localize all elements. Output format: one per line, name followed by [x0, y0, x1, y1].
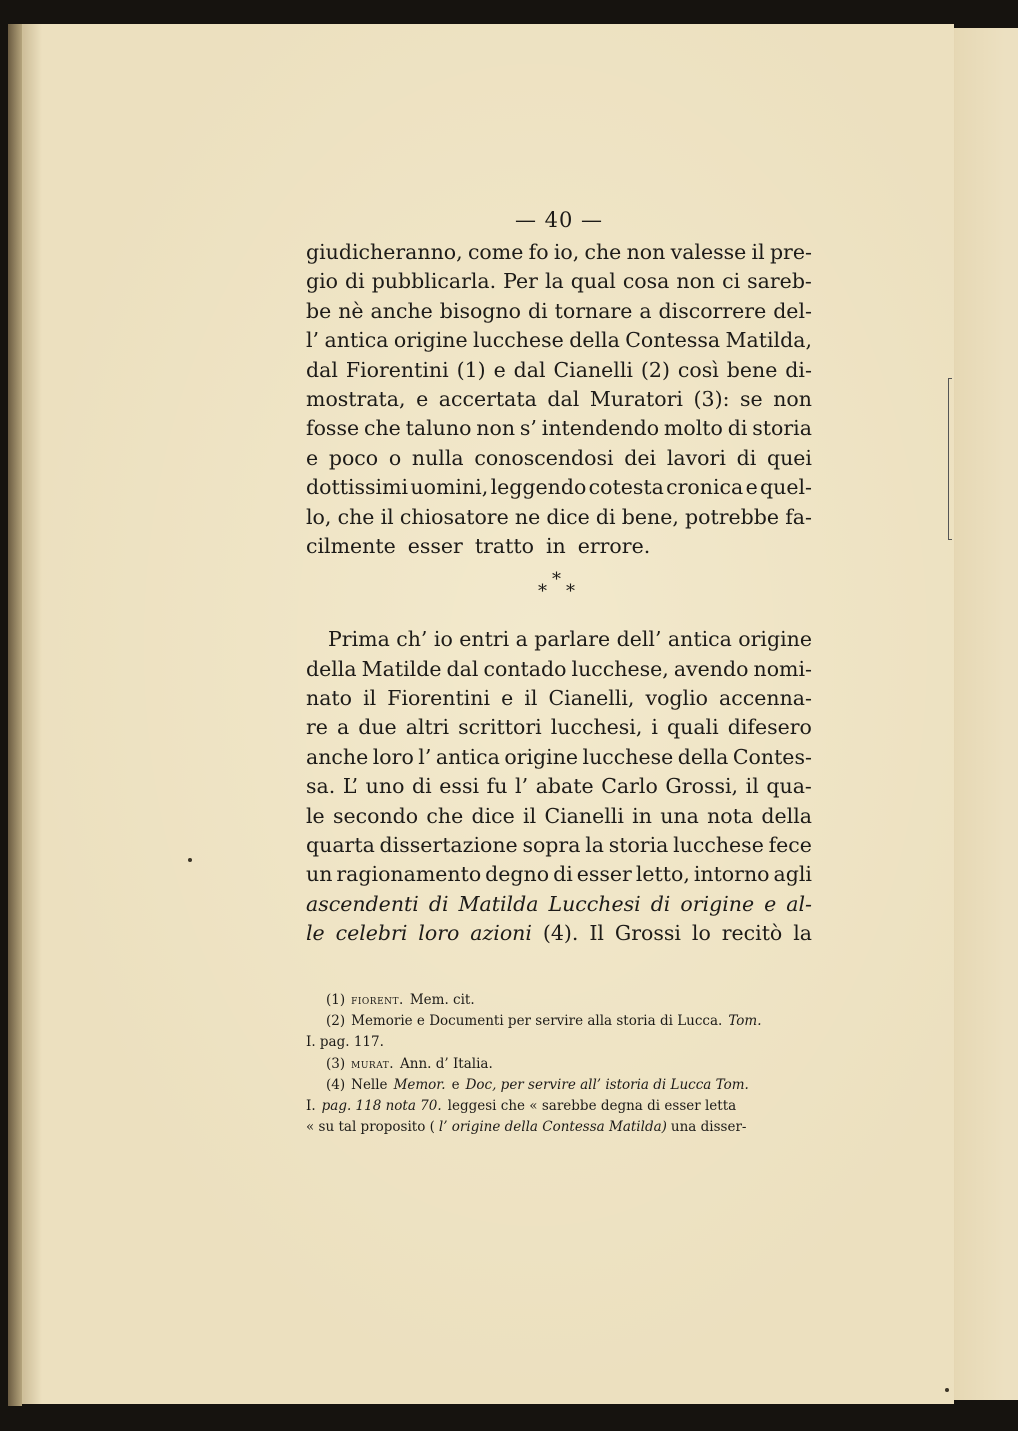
word: abate	[535, 774, 594, 799]
text-line	[306, 772, 812, 801]
word: accertata	[438, 386, 537, 411]
word: dissertazione	[379, 833, 518, 858]
word: altri	[405, 715, 450, 740]
text-line	[306, 473, 812, 502]
word: origine	[738, 627, 812, 652]
word: storia	[752, 416, 812, 441]
adjacent-page-edge	[944, 28, 1018, 1400]
word: della	[306, 656, 357, 681]
footnotes	[306, 990, 812, 1138]
word: il	[745, 774, 759, 799]
word: dal	[547, 386, 580, 411]
word: Carlo	[601, 774, 658, 799]
word: nè	[338, 298, 364, 323]
word: il	[363, 686, 377, 711]
word: voglio	[645, 686, 708, 711]
page-number: — 40 —	[514, 208, 604, 232]
footnote-text: Memor.	[393, 1076, 446, 1093]
word: o	[388, 445, 402, 470]
word: degno	[485, 862, 550, 887]
word: che	[426, 803, 464, 828]
word: azioni	[470, 921, 532, 946]
word: accenna-	[719, 686, 812, 711]
word: Fiorentini	[345, 357, 449, 382]
text-line	[306, 326, 812, 355]
main-text	[306, 208, 812, 949]
word: Contessa	[625, 328, 721, 353]
word: valesse	[670, 240, 747, 264]
word: esser	[407, 533, 463, 558]
word: nomi-	[753, 656, 812, 681]
word: dal	[446, 656, 479, 681]
word: L’	[342, 774, 359, 799]
footnote-text: leggesi che « sarebbe degna di esser letta	[447, 1097, 737, 1114]
footnote-1	[306, 990, 812, 1011]
word: le	[306, 803, 325, 828]
text-line	[306, 238, 812, 267]
word: origine	[680, 891, 755, 916]
word: cronica	[666, 475, 744, 500]
word: uno	[365, 774, 405, 799]
asterism	[306, 567, 812, 621]
footnote-number: (1)	[326, 992, 346, 1008]
footnote-text: Tom.	[728, 1013, 762, 1030]
text-line	[306, 444, 812, 473]
word: quali	[667, 715, 719, 740]
word: letto,	[635, 862, 690, 887]
word: cotesta	[588, 475, 664, 500]
word: che	[337, 504, 375, 529]
word: sa.	[306, 774, 336, 799]
word: e	[764, 891, 777, 916]
word: non	[676, 269, 716, 294]
footnote-text: una disser-	[670, 1119, 747, 1136]
word: Matilda,	[725, 328, 812, 353]
word: fo	[528, 240, 549, 264]
word: Grossi,	[665, 774, 739, 799]
word: potrebbe	[685, 504, 780, 529]
word: nato	[306, 686, 353, 711]
word: (2)	[640, 357, 670, 382]
word: di-	[785, 357, 812, 382]
word: entri	[459, 627, 510, 652]
word: in	[545, 533, 566, 558]
word: lucchese	[582, 744, 674, 769]
text-line	[306, 713, 812, 742]
word: uomini,	[410, 475, 489, 500]
paragraph-2	[306, 625, 812, 948]
footnote-author: fiorent.	[351, 992, 404, 1008]
word: la	[585, 833, 604, 858]
word: errore.	[577, 533, 651, 558]
text-line	[306, 684, 812, 713]
word: al-	[786, 891, 812, 916]
word: dal	[513, 357, 546, 382]
word: lucchese,	[571, 656, 669, 681]
word: Cianelli	[544, 803, 624, 828]
word: nota	[707, 803, 754, 828]
word: sareb-	[747, 269, 812, 294]
word: avendo	[673, 656, 749, 681]
word: discorrere	[658, 298, 767, 323]
text-line	[306, 267, 812, 296]
footnote-text: Mem. cit.	[409, 992, 475, 1008]
word: non	[626, 240, 666, 264]
footnote-number: (3)	[326, 1055, 346, 1072]
word: chiosatore	[399, 504, 509, 529]
word: Muratori	[589, 386, 683, 411]
word: dice	[546, 504, 590, 529]
word: scrittori	[458, 715, 542, 740]
footnote-author: murat.	[351, 1055, 395, 1072]
word: il	[380, 504, 394, 529]
word: della	[677, 744, 729, 769]
word: ascendenti	[306, 891, 419, 916]
word: dell’	[616, 627, 662, 652]
word: intendendo	[541, 416, 660, 441]
word: quei	[766, 445, 812, 470]
word: lucchese	[673, 833, 764, 858]
word: sopra	[522, 833, 581, 858]
word: in	[632, 803, 652, 828]
word: pre-	[769, 240, 812, 264]
word: lucchesi,	[550, 715, 643, 740]
word: molto	[663, 416, 723, 441]
footnote-text: Memorie e Documenti per servire alla storia di Lucca.	[351, 1013, 723, 1030]
word: esser	[576, 862, 632, 887]
word: nulla	[411, 445, 464, 470]
word: non	[773, 386, 812, 411]
word: tratto	[474, 533, 534, 558]
word: io	[433, 627, 453, 652]
word: a	[639, 298, 652, 323]
word: tornare	[554, 298, 633, 323]
word: conoscendosi	[474, 445, 614, 470]
footnote-2	[306, 1011, 812, 1032]
word: ne	[514, 504, 541, 529]
word: di	[736, 445, 757, 470]
word: essi	[439, 774, 480, 799]
word: giudicheranno,	[306, 240, 463, 264]
footnote-text: Nelle	[351, 1076, 388, 1093]
word: ci	[722, 269, 741, 294]
word: anche	[306, 744, 369, 769]
word: come	[467, 240, 524, 264]
word: due	[358, 715, 397, 740]
asterism-star-right: *	[566, 581, 575, 603]
text-line	[306, 890, 812, 919]
word: di	[345, 269, 365, 294]
word: e	[306, 445, 319, 470]
text-line	[306, 385, 812, 414]
margin-bracket-mark	[948, 378, 952, 540]
word: taluno	[405, 416, 472, 441]
footnote-2-continued	[306, 1032, 812, 1053]
word: fu	[486, 774, 508, 799]
footnote-4-continued	[306, 1117, 812, 1138]
word: a	[336, 715, 350, 740]
word: Matilda	[458, 891, 539, 916]
word: di	[650, 891, 671, 916]
word: poco	[328, 445, 379, 470]
word: lo,	[306, 504, 332, 529]
word: l’	[306, 328, 320, 353]
word: la	[544, 269, 564, 294]
word: e	[501, 686, 514, 711]
word: Grossi	[614, 921, 681, 946]
asterism-star-left: *	[538, 581, 547, 603]
word: loro	[418, 921, 460, 946]
text-line	[306, 503, 812, 532]
word: fosse	[306, 416, 360, 441]
word: Prima	[328, 627, 390, 652]
text-line	[306, 831, 812, 860]
word: di	[428, 891, 449, 916]
word: l’	[515, 774, 529, 799]
word: agli	[773, 862, 812, 887]
footnote-4-continued	[306, 1096, 812, 1117]
word: Fiorentini	[387, 686, 491, 711]
word: di	[527, 298, 548, 323]
word: qua-	[766, 774, 812, 799]
word: i	[651, 715, 658, 740]
speck-mark	[188, 858, 192, 862]
footnote-3	[306, 1054, 812, 1075]
word: quarta	[306, 833, 375, 858]
word: leggendo	[490, 475, 587, 500]
word: l’	[418, 744, 432, 769]
word: Cianelli	[553, 357, 633, 382]
word: di	[553, 862, 573, 887]
paragraph-1	[306, 238, 812, 561]
text-line	[306, 802, 812, 831]
word: bene	[726, 357, 778, 382]
word: difesero	[727, 715, 812, 740]
word: della	[569, 328, 620, 353]
word: dottissimi	[306, 475, 409, 500]
word: il	[523, 803, 537, 828]
word: pubblicarla.	[371, 269, 497, 294]
footnote-text: Ann. d’ Italia.	[400, 1055, 493, 1072]
word: celebri	[335, 921, 408, 946]
word: secondo	[332, 803, 419, 828]
word: antica	[324, 328, 389, 353]
word: cilmente	[306, 533, 396, 558]
text-line	[306, 532, 812, 561]
word: non	[476, 416, 516, 441]
word: (1)	[456, 357, 486, 382]
word: lucchese	[473, 328, 564, 353]
text-line	[306, 297, 812, 326]
text-line	[306, 625, 812, 654]
text-line	[306, 860, 812, 889]
footnote-text: Doc, per servire all’ istoria di Lucca Tom.	[465, 1076, 749, 1093]
word: Per	[503, 269, 538, 294]
word: Il	[589, 921, 604, 946]
word: contado	[483, 656, 567, 681]
word: origine	[393, 328, 468, 353]
footnote-text: pag. 118 nota 70.	[321, 1097, 442, 1114]
word: be	[306, 298, 332, 323]
word: bisogno	[439, 298, 521, 323]
footnote-text: I. pag. 117.	[306, 1034, 384, 1051]
word: (4).	[542, 921, 579, 946]
word: se	[740, 386, 763, 411]
word: e	[745, 475, 758, 500]
footnote-number: (2)	[326, 1013, 346, 1030]
word: cosa	[622, 269, 670, 294]
word: bene,	[621, 504, 679, 529]
word: parlare	[534, 627, 611, 652]
word: dal	[306, 357, 338, 382]
word: antica	[667, 627, 732, 652]
word: il	[751, 240, 765, 264]
word: di	[595, 504, 616, 529]
word: antica	[435, 744, 500, 769]
footnote-text: l’ origine della Contessa Matilda)	[438, 1119, 667, 1136]
word: un	[306, 862, 333, 887]
word: s’	[519, 416, 537, 441]
word: intorno	[693, 862, 770, 887]
word: mostrata,	[306, 386, 406, 411]
word: dei	[624, 445, 657, 470]
word: re	[306, 715, 328, 740]
word: ch’	[396, 627, 428, 652]
word: che	[584, 240, 622, 264]
word: a	[515, 627, 528, 652]
word: il	[524, 686, 538, 711]
word: recitò	[721, 921, 783, 946]
footnote-text: e	[451, 1076, 460, 1093]
word: di	[412, 774, 432, 799]
word: Matilde	[361, 656, 442, 681]
word: Cianelli,	[548, 686, 635, 711]
word: lo	[691, 921, 711, 946]
word: anche	[370, 298, 433, 323]
word: la	[793, 921, 812, 946]
word: gio	[306, 269, 339, 294]
footnote-text: I.	[306, 1097, 316, 1114]
text-line	[306, 356, 812, 385]
book-binding-edge	[8, 24, 22, 1406]
footnote-4	[306, 1075, 812, 1096]
word: origine	[504, 744, 579, 769]
word: le	[306, 921, 325, 946]
text-line	[306, 919, 812, 948]
word: una	[660, 803, 699, 828]
word: e	[493, 357, 506, 382]
word: qual	[570, 269, 616, 294]
word: fece	[768, 833, 812, 858]
word: Lucchesi	[548, 891, 641, 916]
word: ragionamento	[336, 862, 482, 887]
word: storia	[608, 833, 669, 858]
word: così	[677, 357, 719, 382]
footnote-text: « su tal proposito (	[306, 1119, 435, 1136]
word: della	[761, 803, 812, 828]
speck-mark	[945, 1388, 949, 1392]
word: che	[363, 416, 401, 441]
word: loro	[372, 744, 414, 769]
text-line	[306, 414, 812, 443]
word: dice	[471, 803, 515, 828]
word: io,	[553, 240, 580, 264]
word: del-	[773, 298, 812, 323]
asterism-star-top: *	[552, 569, 561, 591]
word: (3):	[693, 386, 730, 411]
word: Contes-	[732, 744, 812, 769]
word: di	[727, 416, 748, 441]
text-line	[306, 655, 812, 684]
footnote-number: (4)	[326, 1076, 346, 1093]
word: quel-	[760, 475, 812, 500]
word: fa-	[785, 504, 812, 529]
text-line	[306, 743, 812, 772]
word: e	[416, 386, 429, 411]
word: lavori	[666, 445, 726, 470]
